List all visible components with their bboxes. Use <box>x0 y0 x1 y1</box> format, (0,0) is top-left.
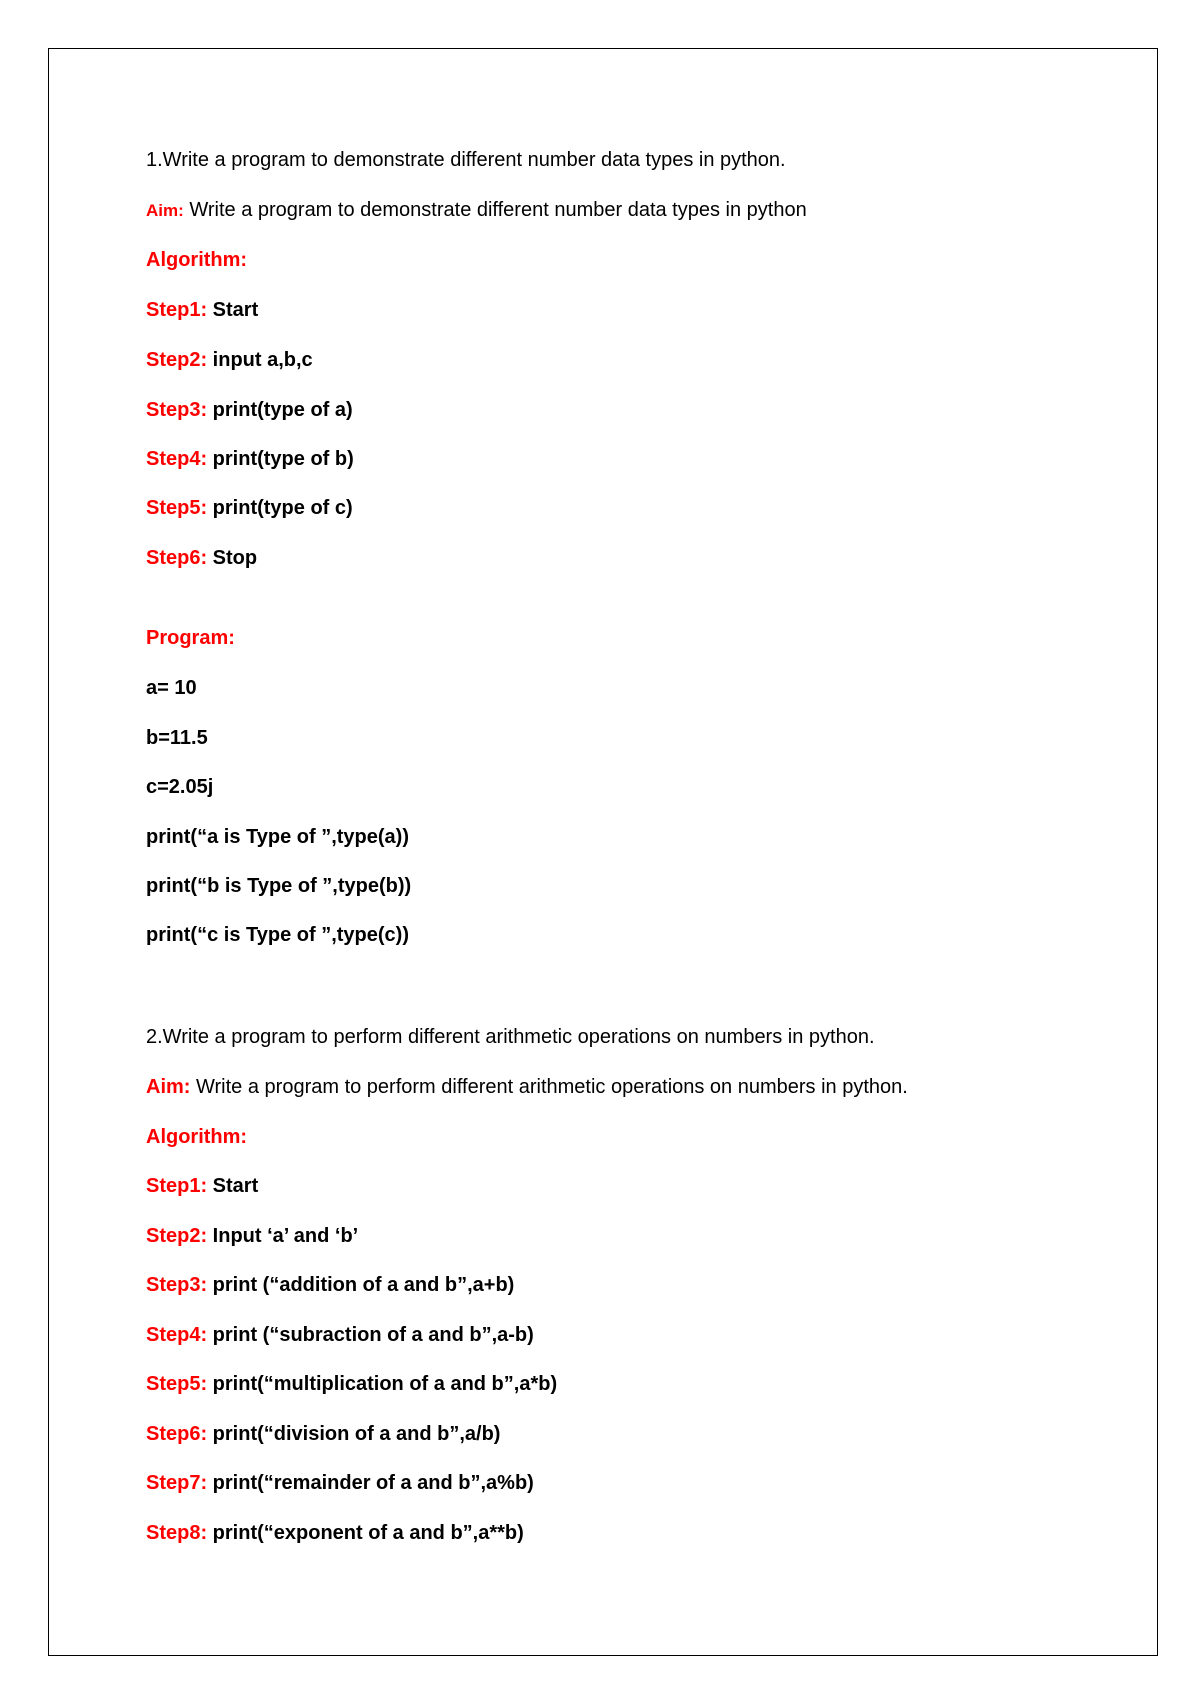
step-text: print (“subraction of a and b”,a-b) <box>207 1324 534 1346</box>
step-5 <box>146 1372 557 1396</box>
step-text: print(type of a) <box>207 399 353 421</box>
program-line: print(“c is Type of ”,type(c)) <box>146 924 409 946</box>
step-text: Stop <box>207 547 258 569</box>
step-2 <box>146 348 313 372</box>
step-label: Step6: <box>146 1423 208 1445</box>
step-label: Step4: <box>146 1324 208 1346</box>
algorithm-heading-1: Algorithm: <box>146 249 248 271</box>
aim-label: Aim: <box>146 201 184 220</box>
page-border <box>48 48 1158 1656</box>
step-label: Step2: <box>146 349 208 371</box>
step-text: print(“remainder of a and b”,a%b) <box>207 1472 534 1494</box>
algorithm-heading-2: Algorithm: <box>146 1126 248 1148</box>
question-1: 1.Write a program to demonstrate different number data types in python. <box>146 149 786 171</box>
program-line: c=2.05j <box>146 776 214 798</box>
step-label: Step3: <box>146 1274 208 1296</box>
step-6 <box>146 546 257 570</box>
step-text: input a,b,c <box>207 349 313 371</box>
step-label: Step4: <box>146 448 208 470</box>
step-3 <box>146 398 353 422</box>
step-text: print(“multiplication of a and b”,a*b) <box>207 1373 558 1395</box>
step-6 <box>146 1422 500 1446</box>
program-heading: Program: <box>146 627 235 649</box>
program-line: print(“a is Type of ”,type(a)) <box>146 826 409 848</box>
step-text: print(“division of a and b”,a/b) <box>207 1423 501 1445</box>
step-text: print(type of c) <box>207 497 353 519</box>
step-label: Step1: <box>146 299 208 321</box>
step-3 <box>146 1273 514 1297</box>
step-label: Step3: <box>146 399 208 421</box>
step-7 <box>146 1471 534 1495</box>
step-text: Start <box>207 1175 259 1197</box>
program-line: print(“b is Type of ”,type(b)) <box>146 875 412 897</box>
program-line: a= 10 <box>146 677 197 699</box>
step-label: Step1: <box>146 1175 208 1197</box>
step-2 <box>146 1224 358 1248</box>
aim-text: Write a program to perform different arithmetic operations on numbers in python. <box>190 1076 908 1098</box>
aim-text: Write a program to demonstrate different number data types in python <box>183 199 807 221</box>
step-text: print(“exponent of a and b”,a**b) <box>207 1522 524 1544</box>
step-label: Step6: <box>146 547 208 569</box>
step-text: print(type of b) <box>207 448 354 470</box>
step-label: Step7: <box>146 1472 208 1494</box>
step-text: Start <box>207 299 259 321</box>
question-2: 2.Write a program to perform different arithmetic operations on numbers in python. <box>146 1026 875 1048</box>
aim-label: Aim: <box>146 1076 191 1098</box>
step-8 <box>146 1521 524 1545</box>
step-5 <box>146 496 353 520</box>
program-line: b=11.5 <box>146 727 208 749</box>
aim-1 <box>146 198 807 223</box>
step-text: print (“addition of a and b”,a+b) <box>207 1274 515 1296</box>
step-1 <box>146 1174 258 1198</box>
step-label: Step5: <box>146 497 208 519</box>
step-label: Step5: <box>146 1373 208 1395</box>
step-text: Input ‘a’ and ‘b’ <box>207 1225 359 1247</box>
step-label: Step8: <box>146 1522 208 1544</box>
step-4 <box>146 1323 534 1347</box>
aim-2 <box>146 1075 908 1099</box>
step-label: Step2: <box>146 1225 208 1247</box>
step-1 <box>146 298 258 322</box>
step-4 <box>146 447 354 471</box>
